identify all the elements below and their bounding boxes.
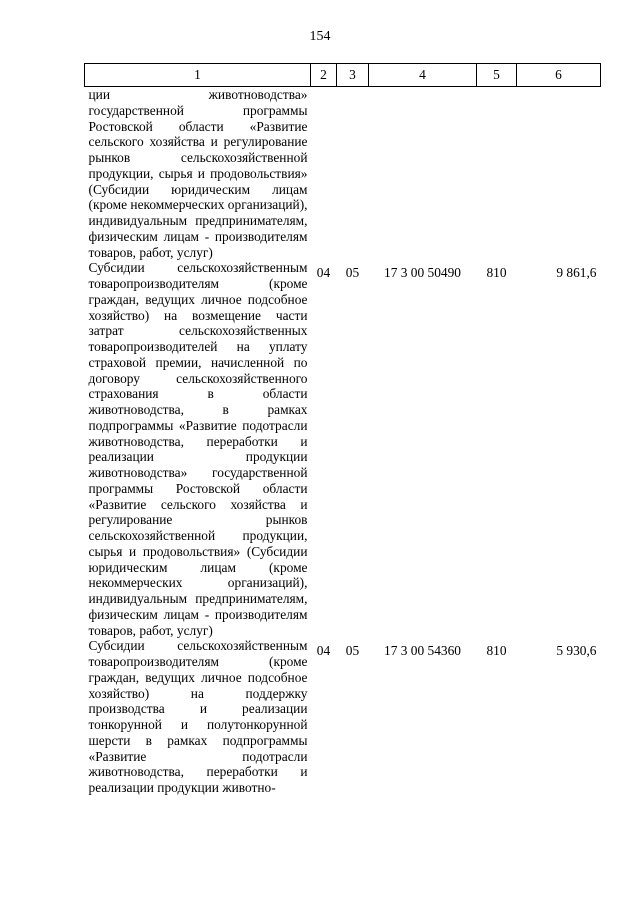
row-target-article [369,87,477,261]
table-row [85,87,601,261]
column-header-1: 1 [85,64,311,87]
column-header-4: 4 [369,64,477,87]
row-section: 04 [316,265,331,281]
page-number: 154 [309,29,331,44]
table-row [85,260,601,638]
row-section: 04 [316,643,331,659]
row-description-text: Субсидии сельскохозяйственным товаропроизводителям (кроме граждан, ведущих личное подсобное хозяйство) на поддержку производства и реализации тонкорунной и полутонкорунной шерсти в рамках подпрограммы «Развитие подотрасли животноводства, переработки и реализации продукции животно- [88,638,308,795]
column-header-2: 2 [311,64,337,87]
row-subsection [337,87,369,261]
row-amount: 9 861,6 [556,265,597,281]
row-expense-type [477,87,517,261]
row-expense-type: 810 [486,265,507,281]
row-amount [517,87,601,261]
row-description [85,260,311,638]
row-target-article: 17 3 00 50490 [384,265,461,281]
row-subsection: 05 [345,265,360,281]
row-description-text: ции животноводства» государственной программы Ростовской области «Развитие сельского хозяйства и регулирование рынков сельскохозяйственной продукции, сырья и продовольствия» (Субсидии юридическим лицам (кроме некоммерческих организаций), индивидуальным предпринимателям, физическим лицам - производителям товаров, работ, услуг) [88,87,308,260]
row-description-text: Субсидии сельскохозяйственным товаропроизводителям (кроме граждан, ведущих личное подсобное хозяйство) на возмещение части затрат сельскохозяйственных товаропроизводителей на уплату страховой премии, начисленной по договору сельскохозяйственного страхования в области животноводства, в рамках подпрограммы «Развитие подотрасли животноводства, переработки и реализации продукции животноводства» государственной программы Ростовской области «Развитие сельского хозяйства и регулирование рынков сельскохозяйственной продукции, сырья и продовольствия» (Субсидии юридическим лицам (кроме некоммерческих организаций), индивидуальным предпринимателям, физическим лицам - производителям товаров, работ, услуг) [88,260,308,638]
table-row [85,638,601,796]
column-header-3: 3 [337,64,369,87]
row-target-article: 17 3 00 54360 [384,643,461,659]
column-header-6: 6 [517,64,601,87]
row-description [85,638,311,796]
header-row [85,64,601,87]
row-amount: 5 930,6 [556,643,597,659]
row-description [85,87,311,261]
budget-table [84,63,601,796]
row-section [311,87,337,261]
column-header-5: 5 [477,64,517,87]
row-subsection: 05 [345,643,360,659]
row-expense-type: 810 [486,643,507,659]
